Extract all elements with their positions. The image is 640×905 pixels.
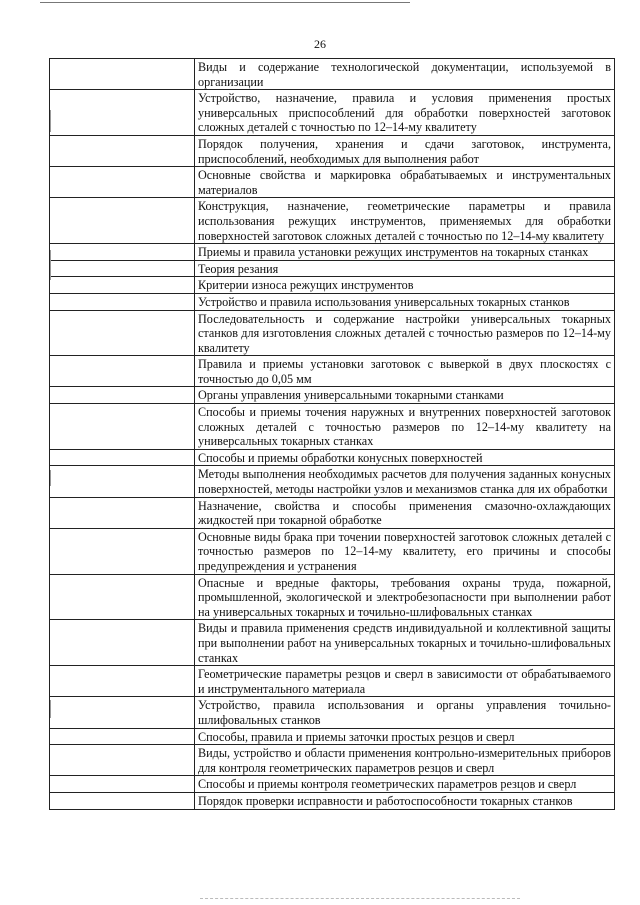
table-row bbox=[50, 776, 615, 793]
knowledge-item-text: Последовательность и содержание настройки универсальных токарных станков для изготовления сложных деталей с точностью размеров по 12–14-му квалитету bbox=[198, 311, 611, 355]
table-cell-label bbox=[50, 167, 195, 198]
table-cell-label bbox=[50, 135, 195, 166]
page-number: 26 bbox=[314, 37, 326, 51]
knowledge-item-text: Способы, правила и приемы заточки простых резцов и сверл bbox=[198, 729, 515, 744]
table-row bbox=[50, 90, 615, 136]
table-cell-content bbox=[195, 776, 615, 793]
table-cell-label bbox=[50, 620, 195, 666]
table-cell-content bbox=[195, 620, 615, 666]
scan-mark bbox=[50, 470, 51, 486]
table-cell-content bbox=[195, 466, 615, 497]
table-cell-content bbox=[195, 574, 615, 620]
knowledge-item-text: Способы и приемы обработки конусных поверхностей bbox=[198, 450, 483, 465]
knowledge-item-text: Порядок получения, хранения и сдачи заготовок, инструмента, приспособлений, необходимых для выполнения работ bbox=[198, 136, 611, 166]
table-row bbox=[50, 497, 615, 528]
table-cell-label bbox=[50, 497, 195, 528]
table-cell-content bbox=[195, 356, 615, 387]
knowledge-item-text: Виды и содержание технологической документации, используемой в организации bbox=[198, 60, 611, 89]
knowledge-item-text: Назначение, свойства и способы применения смазочно-охлаждающих жидкостей при токарной обработке bbox=[198, 498, 611, 528]
table-cell-content bbox=[195, 260, 615, 277]
table-cell-label bbox=[50, 776, 195, 793]
table-row bbox=[50, 697, 615, 728]
table-cell-label bbox=[50, 90, 195, 136]
table-cell-content bbox=[195, 528, 615, 574]
table-cell-label bbox=[50, 404, 195, 450]
table-row bbox=[50, 792, 615, 809]
knowledge-item-text: Приемы и правила установки режущих инструментов на токарных станках bbox=[198, 245, 589, 260]
table-cell-label bbox=[50, 666, 195, 697]
table-cell-label bbox=[50, 574, 195, 620]
knowledge-item-text: Виды и правила применения средств индивидуальной и коллективной защиты при выполнении работ на универсальных токарных и точильно-шлифовальных станках bbox=[198, 621, 611, 665]
table-cell-content bbox=[195, 697, 615, 728]
scan-edge-line bbox=[200, 898, 520, 899]
knowledge-item-text: Теория резания bbox=[198, 261, 279, 276]
table-cell-content bbox=[195, 244, 615, 261]
knowledge-item-text: Виды, устройство и области применения контрольно-измерительных приборов для контроля геометрических параметров резцов и сверл bbox=[198, 746, 611, 775]
table-row bbox=[50, 745, 615, 776]
table-cell-label bbox=[50, 697, 195, 728]
table-row bbox=[50, 135, 615, 166]
table-cell-label bbox=[50, 466, 195, 497]
table-cell-content bbox=[195, 59, 615, 90]
table-cell-content bbox=[195, 167, 615, 198]
table-cell-label bbox=[50, 260, 195, 277]
table-row bbox=[50, 310, 615, 356]
table-row bbox=[50, 167, 615, 198]
table-cell-label bbox=[50, 792, 195, 809]
table-cell-content bbox=[195, 135, 615, 166]
table-row bbox=[50, 293, 615, 310]
knowledge-item-text: Конструкция, назначение, геометрические параметры и правила использования режущих инструментов, применяемых для обработки поверхностей заготовок сложных деталей с точностью по 12–14-му квалитету bbox=[198, 199, 611, 243]
knowledge-item-text: Критерии износа режущих инструментов bbox=[198, 278, 414, 293]
table-cell-label bbox=[50, 745, 195, 776]
table-row bbox=[50, 404, 615, 450]
knowledge-item-text: Правила и приемы установки заготовок с выверкой в двух плоскостях с точностью до 0,05 мм bbox=[198, 357, 611, 386]
table-row bbox=[50, 59, 615, 90]
scan-mark bbox=[50, 700, 51, 718]
table-cell-content bbox=[195, 90, 615, 136]
knowledge-item-text: Органы управления универсальными токарными станками bbox=[198, 388, 504, 403]
knowledge-item-text: Способы и приемы контроля геометрических параметров резцов и сверл bbox=[198, 777, 577, 792]
table-cell-label bbox=[50, 198, 195, 244]
scan-edge-line bbox=[40, 2, 410, 3]
table-cell-label bbox=[50, 277, 195, 294]
knowledge-item-text: Методы выполнения необходимых расчетов для получения заданных конусных поверхностей, методы настройки узлов и механизмов станка для их обработки bbox=[198, 467, 611, 497]
table-row bbox=[50, 277, 615, 294]
table-cell-content bbox=[195, 497, 615, 528]
table-cell-content bbox=[195, 277, 615, 294]
knowledge-item-text: Геометрические параметры резцов и сверл в зависимости от обрабатываемого и инструментального материала bbox=[198, 667, 611, 696]
table-cell-label bbox=[50, 59, 195, 90]
table-body bbox=[50, 59, 615, 810]
table-cell-content bbox=[195, 387, 615, 404]
table-cell-content bbox=[195, 198, 615, 244]
table-row bbox=[50, 449, 615, 466]
table-cell-label bbox=[50, 310, 195, 356]
table-row bbox=[50, 244, 615, 261]
scan-mark bbox=[50, 250, 51, 280]
table-row bbox=[50, 728, 615, 745]
table-cell-content bbox=[195, 449, 615, 466]
table-row bbox=[50, 356, 615, 387]
table-cell-label bbox=[50, 449, 195, 466]
table-row bbox=[50, 528, 615, 574]
knowledge-item-text: Основные виды брака при точении поверхностей заготовок сложных деталей с точностью размеров по 12–14-му квалитету, его причины и способы предупреждения и устранения bbox=[198, 529, 611, 573]
table-row bbox=[50, 466, 615, 497]
knowledge-item-text: Устройство и правила использования универсальных токарных станков bbox=[198, 294, 570, 309]
knowledge-item-text: Устройство, правила использования и органы управления точильно-шлифовальных станков bbox=[198, 698, 611, 727]
table-row bbox=[50, 620, 615, 666]
scan-mark bbox=[50, 110, 51, 132]
knowledge-item-text: Способы и приемы точения наружных и внутренних поверхностей заготовок сложных деталей с точностью размеров по 12–14-му квалитету на универсальных токарных станках bbox=[198, 405, 611, 449]
table-cell-content bbox=[195, 728, 615, 745]
table-cell-content bbox=[195, 293, 615, 310]
knowledge-item-text: Устройство, назначение, правила и условия применения простых универсальных приспособлений для обработки поверхностей заготовок сложных деталей с точностью по 12–14-му квалитету bbox=[198, 91, 611, 135]
table-cell-content bbox=[195, 666, 615, 697]
table-cell-label bbox=[50, 728, 195, 745]
table-cell-content bbox=[195, 404, 615, 450]
table-row bbox=[50, 666, 615, 697]
table-cell-content bbox=[195, 745, 615, 776]
table-row bbox=[50, 387, 615, 404]
knowledge-item-text: Опасные и вредные факторы, требования охраны труда, пожарной, промышленной, экологической и электробезопасности при выполнении работ на универсальных токарных и точильно-шлифовальных станках bbox=[198, 575, 611, 619]
table-row bbox=[50, 574, 615, 620]
table-row bbox=[50, 198, 615, 244]
table-cell-label bbox=[50, 244, 195, 261]
knowledge-table bbox=[49, 58, 615, 810]
table-cell-label bbox=[50, 528, 195, 574]
table-cell-label bbox=[50, 387, 195, 404]
table-row bbox=[50, 260, 615, 277]
knowledge-item-text: Порядок проверки исправности и работоспособности токарных станков bbox=[198, 793, 573, 808]
knowledge-item-text: Основные свойства и маркировка обрабатываемых и инструментальных материалов bbox=[198, 168, 611, 197]
table-cell-content bbox=[195, 310, 615, 356]
table-cell-label bbox=[50, 293, 195, 310]
table-cell-label bbox=[50, 356, 195, 387]
table-cell-content bbox=[195, 792, 615, 809]
